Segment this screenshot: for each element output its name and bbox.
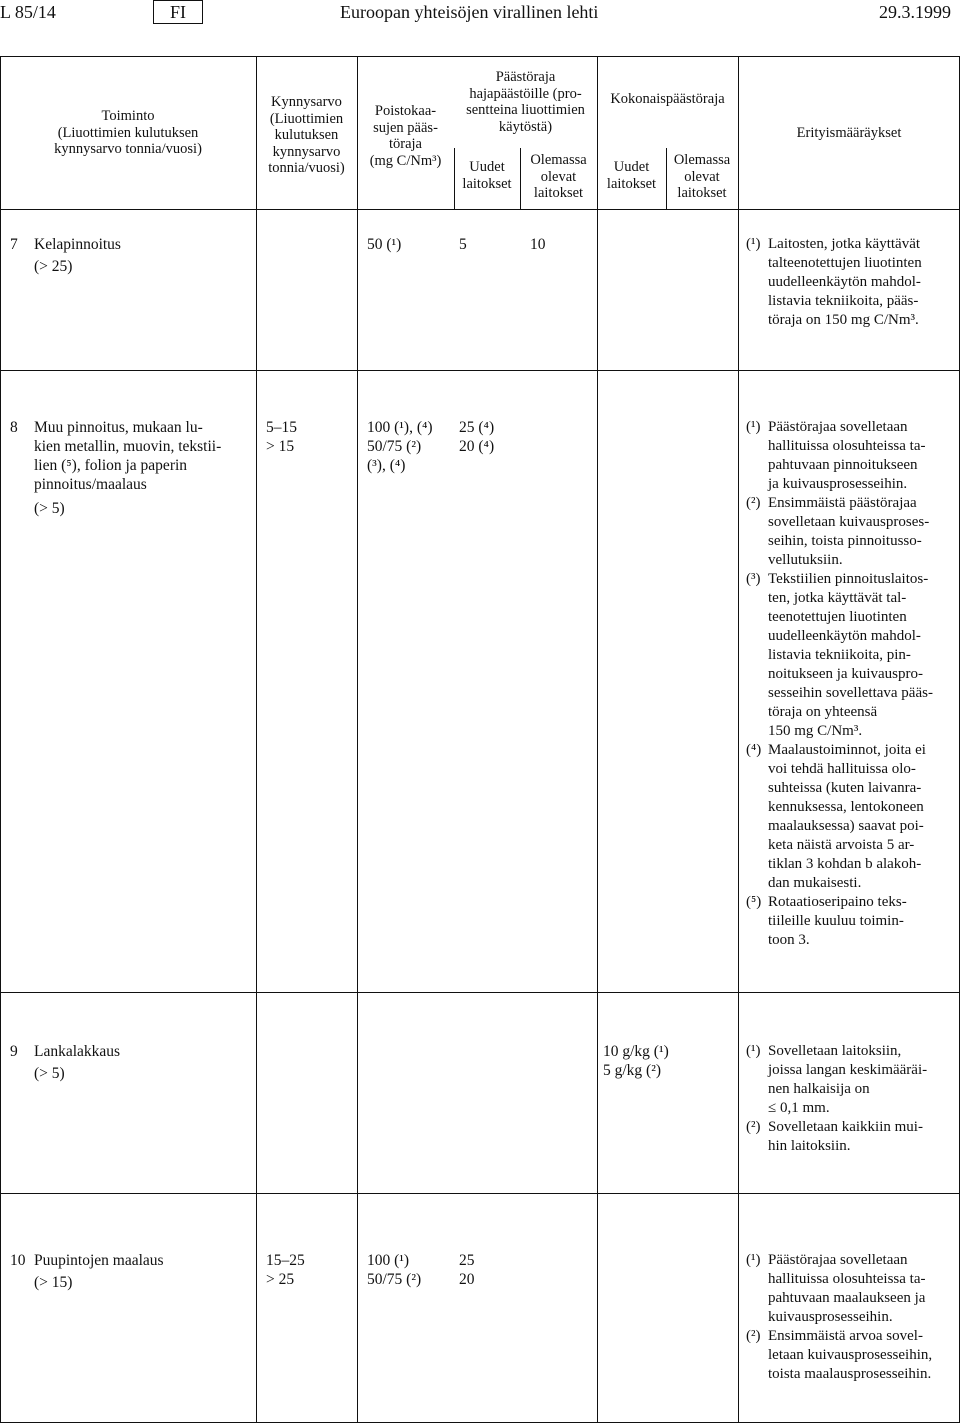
text-line: (> 15): [34, 1274, 73, 1291]
text-line: Tekstiilien pinnoituslaitos-: [768, 571, 929, 587]
text-line: seihin, toista pinnoitusso-: [768, 533, 922, 549]
footnote-label: (¹): [746, 419, 761, 435]
text-line: Päästörajaa sovelletaan: [768, 1252, 908, 1268]
header-fugitive-existing: [520, 152, 597, 202]
footnote: [746, 893, 958, 950]
text-line: letaan kuivausprosesseihin,: [768, 1347, 933, 1363]
header-line: Päästöraja: [495, 69, 556, 85]
header-waste-gas: [357, 103, 454, 169]
text-line: kennuksessa, lentokoneen: [768, 799, 924, 815]
footnote: [746, 1118, 958, 1156]
text-line: tiklan 3 kohdan b alakoh-: [768, 856, 922, 872]
header-line: tonnia/vuosi): [268, 160, 345, 176]
header-line: laitokset: [606, 175, 657, 192]
header-fugitive-new: [454, 159, 520, 192]
text-line: 100 (¹), (⁴): [367, 419, 433, 436]
text-line: 25 (⁴): [459, 419, 495, 436]
footnote-label: (⁴): [746, 742, 762, 758]
text-line: (> 25): [34, 258, 73, 275]
header-line: laitokset: [533, 185, 584, 201]
footnote: [746, 1042, 958, 1118]
col-divider: [597, 56, 598, 1423]
text-line: tiileille kuuluu toimin-: [768, 913, 904, 929]
text-line: toon 3.: [768, 932, 810, 948]
footnote: [746, 1327, 958, 1384]
text-line: keta näistä arvoista 5 ar-: [768, 837, 915, 853]
text-line: Ensimmäistä päästörajaa: [768, 495, 917, 511]
text-line: 10 g/kg (¹): [603, 1043, 669, 1060]
text-line: toista maalausprosesseihin.: [768, 1366, 932, 1382]
text-line: Rotaatioseripaino teks-: [768, 894, 907, 910]
text-line: joissa langan keskimääräi-: [768, 1062, 928, 1078]
row-fugitive-new: [459, 1251, 475, 1289]
text-line: 20: [459, 1271, 475, 1288]
text-line: listavia tekniikoita, pääs-: [768, 293, 919, 309]
text-line: teenotettujen liuotinten: [768, 609, 907, 625]
text-line: 25: [459, 1252, 475, 1269]
text-line: > 15: [266, 438, 295, 455]
footnote-label: (¹): [746, 1043, 761, 1059]
header-line: Olemassa: [673, 152, 731, 168]
text-line: nen halkaisija on: [768, 1081, 870, 1097]
text-line: ja kuivausprosesseihin.: [768, 476, 908, 492]
text-line: 150 mg C/Nm³.: [768, 723, 863, 739]
text-line: Ensimmäistä arvoa sovel-: [768, 1328, 923, 1344]
header-line: (Liuottimien kulutuksen: [57, 124, 199, 141]
text-line: > 25: [266, 1271, 295, 1288]
header-activity: [0, 108, 256, 158]
header-line: laitokset: [462, 175, 512, 192]
text-line: ten, jotka käyttävät tal-: [768, 590, 907, 606]
header-line: kynnysarvo: [272, 143, 341, 160]
text-line: (³), (⁴): [367, 457, 406, 474]
row-waste-gas: 50 (¹): [367, 236, 402, 253]
header-line: kulutuksen: [274, 127, 339, 143]
row-separator: [0, 992, 960, 993]
text-line: dan mukaisesti.: [768, 875, 862, 891]
text-line: uudelleenkäytön mahdol-: [768, 628, 921, 644]
row-fugitive-new: 5: [459, 236, 467, 253]
header-line: (Liuottimien: [269, 110, 344, 127]
text-line: Päästörajaa sovelletaan: [768, 419, 908, 435]
text-line: Puupintojen maalaus: [34, 1252, 164, 1269]
row-separator: [0, 1193, 960, 1194]
text-line: noitukseen ja kuivauspro-: [768, 666, 923, 682]
row-number: 9: [10, 1043, 18, 1060]
header-line: töraja: [388, 136, 422, 152]
text-line: sovelletaan kuivausproses-: [768, 514, 930, 530]
text-line: Muu pinnoitus, mukaan lu-: [34, 419, 203, 436]
row-notes: [746, 1251, 958, 1384]
text-line: töraja on yhteensä: [768, 704, 878, 720]
text-line: maalauksessa) saavat poi-: [768, 818, 924, 834]
footnote-label: (⁵): [746, 894, 762, 910]
journal-title: Euroopan yhteisöjen virallinen lehti: [340, 2, 599, 22]
header-line: sujen pääs-: [373, 119, 438, 136]
row-waste-gas: [367, 418, 433, 475]
text-line: Laitosten, jotka käyttävät: [768, 236, 921, 252]
footnote-label: (¹): [746, 1252, 761, 1268]
header-total-existing: [666, 152, 738, 202]
col-divider: [357, 56, 358, 1423]
text-line: 50/75 (²): [367, 1271, 422, 1288]
row-activity: [34, 235, 121, 276]
header-line: Uudet: [613, 159, 650, 175]
row-activity: [34, 418, 221, 518]
text-line: Sovelletaan kaikkiin mui-: [768, 1119, 923, 1135]
header-fugitive: [454, 69, 597, 135]
text-line: Kelapinnoitus: [34, 236, 121, 253]
text-line: pahtuvaan maalaukseen ja: [768, 1290, 926, 1306]
header-special: Erityismääräykset: [796, 125, 902, 141]
page-reference: L 85/14: [0, 2, 56, 22]
text-line: pahtuvaan pinnoitukseen: [768, 457, 918, 473]
text-line: 5 g/kg (²): [603, 1062, 662, 1079]
table-bottom-border: [0, 1422, 960, 1423]
row-activity: [34, 1251, 164, 1292]
col-divider: [256, 56, 257, 1423]
text-line: kuivausprosesseihin.: [768, 1309, 893, 1325]
footnote: [746, 570, 958, 741]
row-notes: [746, 1042, 958, 1156]
header-line: olevat: [540, 168, 577, 185]
header-line: Uudet: [469, 159, 505, 175]
header-line: Poistokaa-: [374, 103, 437, 119]
row-fugitive-existing: 10: [530, 236, 546, 253]
header-threshold: [256, 94, 357, 177]
text-line: 15–25: [266, 1252, 305, 1269]
footnote-label: (²): [746, 1328, 761, 1344]
footnote: [746, 741, 958, 893]
col-divider: [738, 56, 739, 1423]
text-line: pinnoitus/maalaus: [34, 476, 147, 493]
text-line: kien metallin, muovin, tekstii-: [34, 438, 222, 455]
text-line: lien (⁵), folion ja paperin: [34, 457, 188, 474]
text-line: Sovelletaan laitoksiin,: [768, 1043, 902, 1059]
row-number: 8: [10, 419, 18, 436]
row-number: 7: [10, 236, 18, 253]
header-line: Olemassa: [530, 152, 587, 168]
row-activity: [34, 1042, 120, 1083]
text-line: talteenotettujen liuotinten: [768, 255, 922, 271]
header-line: laitokset: [677, 185, 727, 201]
text-line: sesseihin sovellettava pääs-: [768, 685, 933, 701]
row-threshold: [266, 1251, 305, 1289]
footnote-label: (³): [746, 571, 761, 587]
text-line: suhteissa (kuten laivanra-: [768, 780, 922, 796]
footnote: [746, 235, 958, 330]
text-line: ≤ 0,1 mm.: [768, 1100, 830, 1116]
header-divider: [0, 209, 960, 210]
footnote-label: (²): [746, 1119, 761, 1135]
text-line: 5–15: [266, 419, 297, 436]
text-line: 50/75 (²): [367, 438, 422, 455]
row-fugitive-new: [459, 418, 494, 456]
text-line: (> 5): [34, 1065, 65, 1082]
header-line: kynnysarvo tonnia/vuosi): [54, 141, 202, 157]
text-line: töraja on 150 mg C/Nm³.: [768, 312, 919, 328]
header-line: Kynnysarvo: [271, 94, 342, 110]
text-line: 100 (¹): [367, 1252, 410, 1269]
header-total: Kokonaispäästöraja: [610, 91, 725, 107]
page-header: [0, 0, 960, 30]
text-line: (> 5): [34, 500, 65, 517]
text-line: hin laitoksiin.: [768, 1138, 851, 1154]
publication-date: 29.3.1999: [879, 2, 951, 22]
footnote-label: (²): [746, 495, 761, 511]
row-notes: [746, 418, 958, 950]
footnote: [746, 1251, 958, 1327]
footnote: [746, 418, 958, 494]
header-line: (mg C/Nm³): [369, 152, 442, 169]
text-line: voi tehdä hallituissa olo-: [768, 761, 916, 777]
text-line: hallituissa olosuhteissa ta-: [768, 438, 926, 454]
header-line: sentteina liuottimien: [466, 102, 585, 118]
language-box: FI: [153, 0, 203, 24]
table-top-border: [0, 56, 960, 57]
text-line: vellutuksiin.: [768, 552, 843, 568]
text-line: 20 (⁴): [459, 438, 495, 455]
text-line: hallituissa olosuhteissa ta-: [768, 1271, 926, 1287]
footnote-label: (¹): [746, 236, 761, 252]
row-number: 10: [10, 1252, 26, 1269]
text-line: uudelleenkäytön mahdol-: [768, 274, 921, 290]
text-line: Maalaustoiminnot, joita ei: [768, 742, 926, 758]
row-threshold: [266, 418, 297, 456]
text-line: Lankalakkaus: [34, 1043, 121, 1060]
table-left-border: [0, 56, 1, 1423]
header-line: Toiminto: [101, 108, 155, 124]
row-separator: [0, 370, 960, 371]
header-total-new: [597, 159, 666, 192]
row-waste-gas: [367, 1251, 421, 1289]
header-line: käytöstä): [498, 118, 553, 135]
footnote: [746, 494, 958, 570]
header-line: olevat: [684, 168, 720, 185]
text-line: listavia tekniikoita, pin-: [768, 647, 911, 663]
header-line: hajapäästöille (pro-: [469, 85, 582, 102]
row-notes: [746, 235, 958, 330]
row-total-new: [603, 1042, 669, 1080]
